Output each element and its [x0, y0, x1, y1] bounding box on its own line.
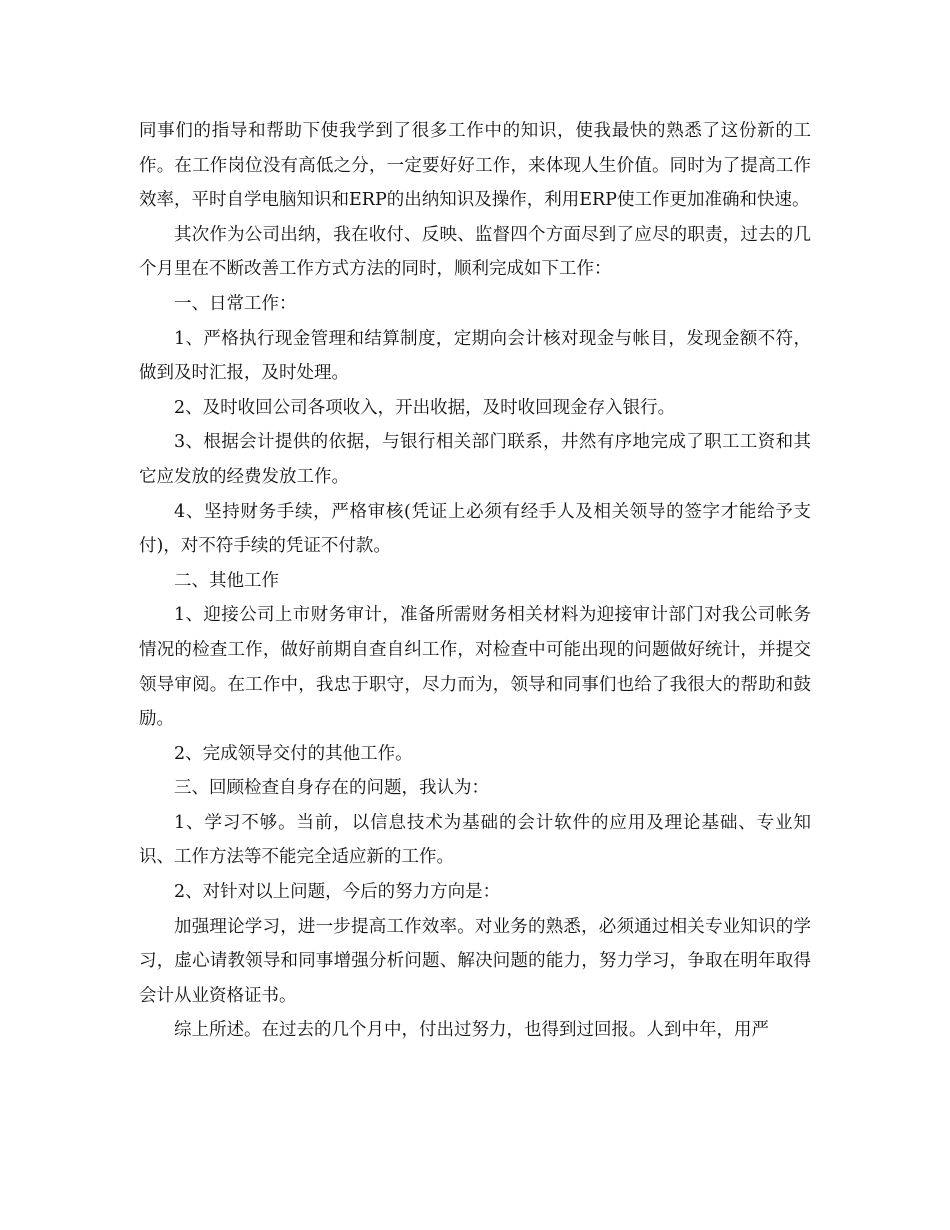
paragraph-improvement: 加强理论学习，进一步提高工作效率。对业务的熟悉，必须通过相关专业知识的学习，虚心请教领导和同事增强分析问题、解决问题的能力，努力学习，争取在明年取得会计从业资格证书。 [139, 916, 811, 1006]
section-heading-other-work: 二、其他工作 [174, 570, 279, 591]
list-item-other-1: 1、迎接公司上市财务审计，准备所需财务相关材料为迎接审计部门对我公司帐务情况的检查工作，做好前期自查自纠工作，对检查中可能出现的问题做好统计，并提交领导审阅。在工作中，我忠于职守，尽力而为，领导和同事们也给了我很大的帮助和鼓励。 [139, 605, 811, 730]
list-item-daily-1: 1、严格执行现金管理和结算制度，定期向会计核对现金与帐目，发现金额不符，做到及时汇报，及时处理。 [139, 328, 811, 384]
document-body [139, 114, 811, 1048]
section-heading-daily-work: 一、日常工作： [174, 293, 297, 314]
list-item-review-1: 1、学习不够。当前，以信息技术为基础的会计软件的应用及理论基础、专业知识、工作方法等不能完全适应新的工作。 [139, 812, 811, 868]
list-item-daily-2: 2、及时收回公司各项收入，开出收据，及时收回现金存入银行。 [174, 397, 676, 418]
list-item-daily-4: 4、坚持财务手续，严格审核(凭证上必须有经手人及相关领导的签字才能给予支付)，对不符手续的凭证不付款。 [139, 501, 811, 557]
list-item-daily-3: 3、根据会计提供的依据，与银行相关部门联系，井然有序地完成了职工工资和其它应发放的经费发放工作。 [139, 432, 811, 487]
paragraph-summary: 综上所述。在过去的几个月中，付出过努力，也得到过回报。人到中年，用严 [174, 1020, 769, 1041]
paragraph-duties-intro: 其次作为公司出纳，我在收付、反映、监督四个方面尽到了应尽的职责，过去的几个月里在不断改善工作方式方法的同时，顺利完成如下工作： [139, 224, 811, 280]
list-item-other-2: 2、完成领导交付的其他工作。 [174, 743, 413, 764]
section-heading-review: 三、回顾检查自身存在的问题，我认为： [174, 778, 489, 799]
paragraph-continuation: 同事们的指导和帮助下使我学到了很多工作中的知识，使我最快的熟悉了这份新的工作。在工作岗位没有高低之分，一定要好好工作，来体现人生价值。同时为了提高工作效率，平时自学电脑知识和ERP的出纳知识及操作，利用ERP使工作更加准确和快速。 [139, 121, 811, 211]
list-item-review-2: 2、对针对以上问题，今后的努力方向是： [174, 882, 501, 903]
